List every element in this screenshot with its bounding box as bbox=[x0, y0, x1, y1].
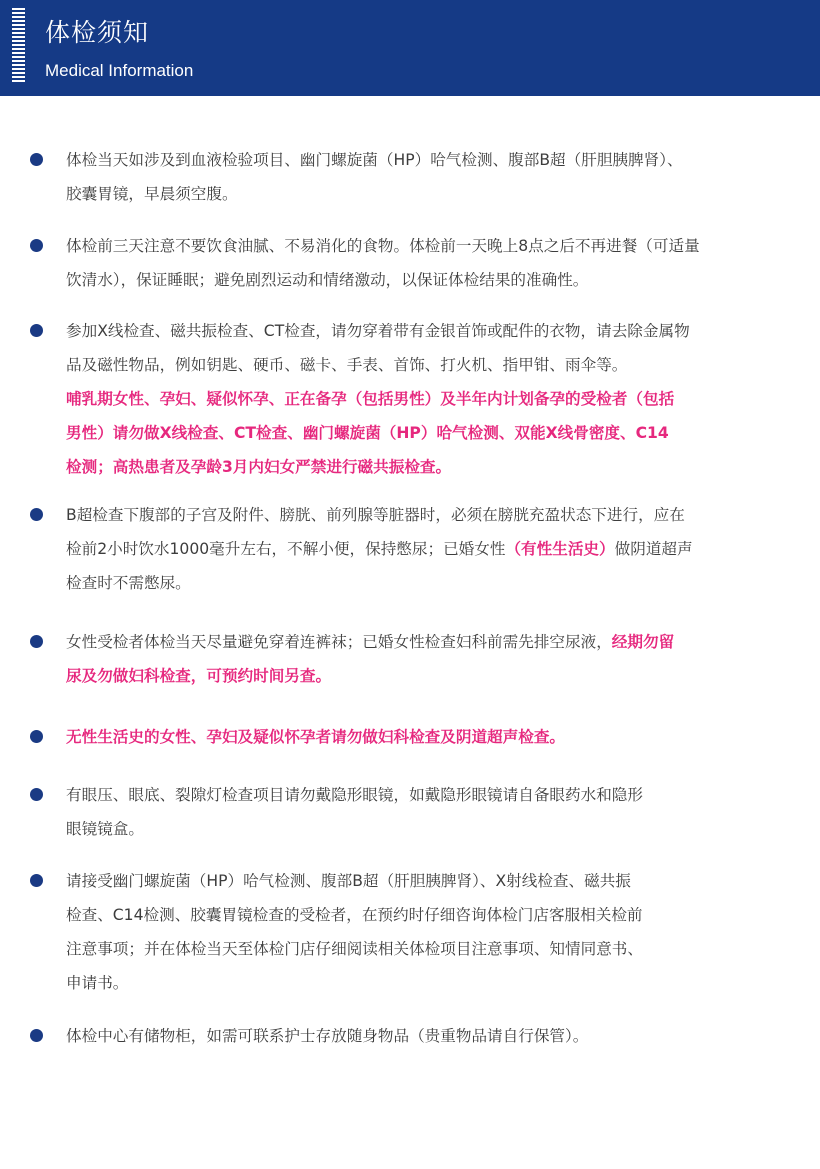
bullet-icon bbox=[30, 730, 43, 743]
notice-text bbox=[66, 864, 766, 1000]
notice-segment: 女性受检者体检当天尽量避免穿着连裤袜；已婚女性检查妇科前需先排空尿液， bbox=[66, 633, 612, 651]
notice-line: 有眼压、眼底、裂隙灯检查项目请勿戴隐形眼镜，如戴隐形眼镜请自备眼药水和隐形 bbox=[66, 786, 643, 804]
notice-line: 品及磁性物品，例如钥匙、硬币、磁卡、手表、首饰、打火机、指甲钳、雨伞等。 bbox=[66, 356, 628, 374]
stripes-logo-icon bbox=[12, 8, 25, 82]
bullet-icon bbox=[30, 635, 43, 648]
notice-segment: 做阴道超声 bbox=[614, 540, 693, 558]
page-header bbox=[0, 0, 820, 96]
warning-segment: （有性生活史） bbox=[505, 540, 615, 558]
notice-line: 眼镜镜盒。 bbox=[66, 820, 144, 838]
warning-line: 尿及勿做妇科检查，可预约时间另查。 bbox=[66, 667, 332, 685]
bullet-icon bbox=[30, 788, 43, 801]
bullet-icon bbox=[30, 239, 43, 252]
bullet-icon bbox=[30, 874, 43, 887]
notice-text bbox=[66, 143, 766, 211]
warning-line: 无性生活史的女性、孕妇及疑似怀孕者请勿做妇科检查及阴道超声检查。 bbox=[66, 728, 566, 746]
page-title: 体检须知 bbox=[45, 18, 150, 47]
notice-line: 检查时不需憋尿。 bbox=[66, 574, 191, 592]
warning-line: 检测；高热患者及孕龄3月内妇女严禁进行磁共振检查。 bbox=[66, 458, 452, 476]
notice-line: 体检前三天注意不要饮食油腻、不易消化的食物。体检前一天晚上8点之后不再进餐（可适量 bbox=[66, 237, 700, 255]
notice-line: 注意事项；并在体检当天至体检门店仔细阅读相关体检项目注意事项、知情同意书、 bbox=[66, 940, 643, 958]
notice-text bbox=[66, 498, 766, 600]
bullet-icon bbox=[30, 508, 43, 521]
warning-line: 男性）请勿做X线检查、CT检查、幽门螺旋菌（HP）哈气检测、双能X线骨密度、C14 bbox=[66, 424, 669, 442]
notice-line: 参加X线检查、磁共振检查、CT检查，请勿穿着带有金银首饰或配件的衣物，请去除金属物 bbox=[66, 322, 690, 340]
bullet-icon bbox=[30, 1029, 43, 1042]
notice-line: 请接受幽门螺旋菌（HP）哈气检测、腹部B超（肝胆胰脾肾）、X射线检查、磁共振 bbox=[66, 872, 631, 890]
notice-line: 胶囊胃镜，早晨须空腹。 bbox=[66, 185, 238, 203]
page-subtitle: Medical Information bbox=[45, 61, 194, 80]
bullet-icon bbox=[30, 153, 43, 166]
notice-line: B超检查下腹部的子宫及附件、膀胱、前列腺等脏器时，必须在膀胱充盈状态下进行，应在 bbox=[66, 506, 685, 524]
notice-line bbox=[66, 625, 766, 659]
notice-text bbox=[66, 625, 766, 693]
notice-line bbox=[66, 532, 766, 566]
notice-text bbox=[66, 778, 766, 846]
notice-text bbox=[66, 720, 766, 754]
notice-line: 申请书。 bbox=[66, 974, 129, 992]
warning-segment: 经期勿留 bbox=[611, 633, 675, 651]
notice-line: 检查、C14检测、胶囊胃镜检查的受检者，在预约时仔细咨询体检门店客服相关检前 bbox=[66, 906, 643, 924]
notice-line: 饮清水），保证睡眠；避免剧烈运动和情绪激动，以保证体检结果的准确性。 bbox=[66, 271, 589, 289]
notice-text bbox=[66, 314, 766, 484]
notice-line: 体检当天如涉及到血液检验项目、幽门螺旋菌（HP）哈气检测、腹部B超（肝胆胰脾肾）、 bbox=[66, 151, 683, 169]
notice-text bbox=[66, 1019, 766, 1053]
notice-segment: 检前2小时饮水1000毫升左右，不解小便，保持憋尿；已婚女性 bbox=[66, 540, 506, 558]
warning-line: 哺乳期女性、孕妇、疑似怀孕、正在备孕（包括男性）及半年内计划备孕的受检者（包括 bbox=[66, 390, 675, 408]
notice-text bbox=[66, 229, 766, 297]
bullet-icon bbox=[30, 324, 43, 337]
notice-line: 体检中心有储物柜，如需可联系护士存放随身物品（贵重物品请自行保管）。 bbox=[66, 1027, 589, 1045]
